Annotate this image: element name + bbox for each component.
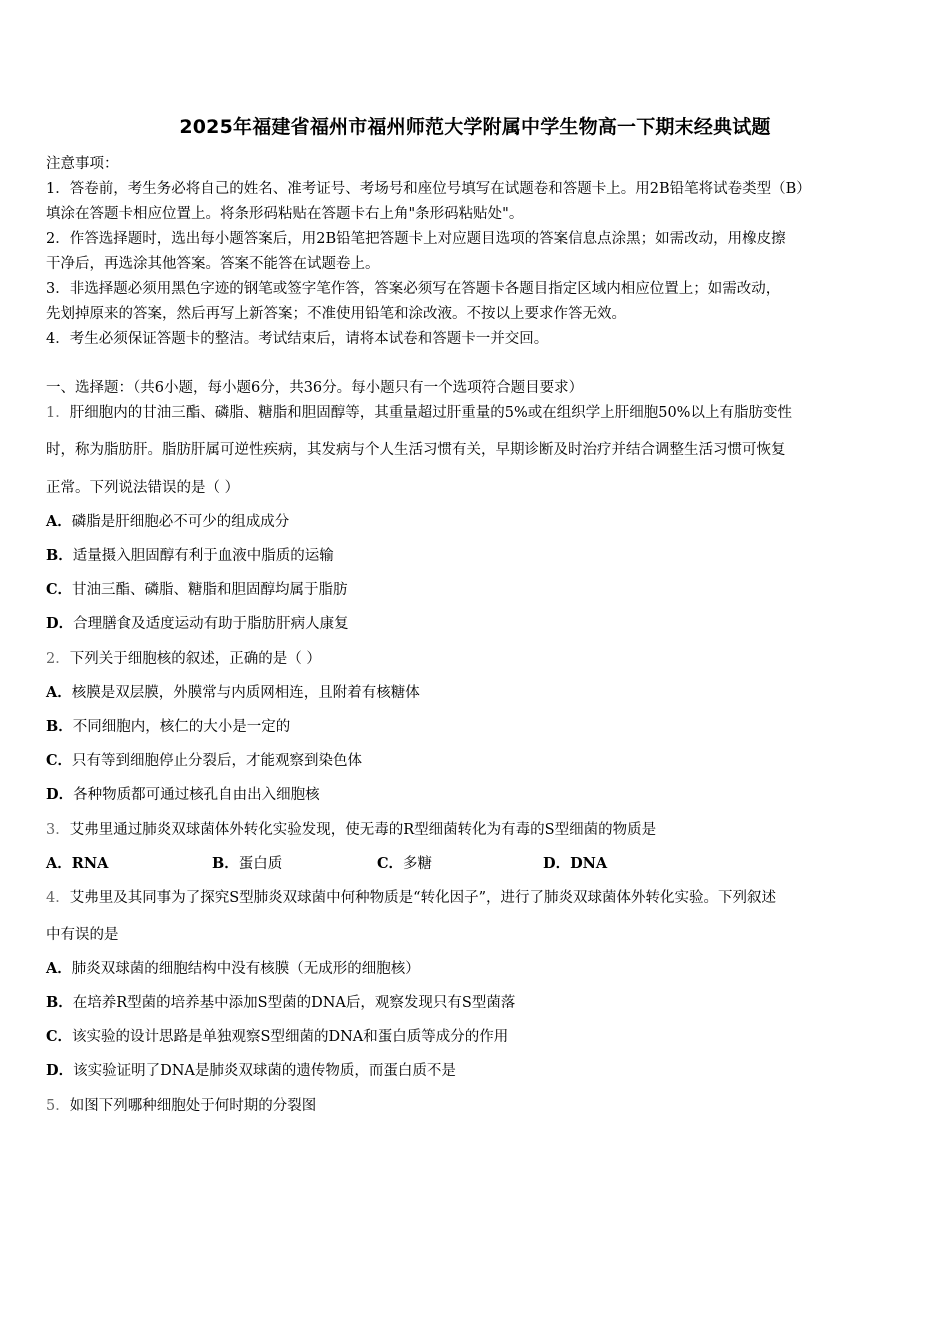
notice-line: 2．作答选择题时，选出每小题答案后，用2B铅笔把答题卡上对应题目选项的答案信息点涂黑；如需改动，用橡皮擦 bbox=[46, 231, 786, 247]
notice-line: 3．非选择题必须用黑色字迹的钢笔或签字笔作答，答案必须写在答题卡各题目指定区域内相应位置上；如需改动， bbox=[46, 281, 781, 297]
question-number: 4． bbox=[46, 890, 70, 906]
question-3-option-b[interactable] bbox=[212, 852, 282, 873]
notice-line: 填涂在答题卡相应位置上。将条形码粘贴在答题卡右上角"条形码粘贴处"。 bbox=[46, 206, 524, 222]
option-text: 各种物质都可通过核孔自由出入细胞核 bbox=[73, 787, 320, 803]
option-text: 不同细胞内，核仁的大小是一定的 bbox=[72, 719, 291, 735]
option-letter: C． bbox=[46, 752, 73, 769]
option-text: DNA bbox=[570, 855, 608, 872]
option-letter: A． bbox=[46, 855, 72, 872]
question-number: 3． bbox=[46, 822, 70, 838]
option-letter: A． bbox=[46, 684, 72, 701]
option-letter: D． bbox=[46, 615, 74, 632]
question-4-stem bbox=[46, 886, 776, 907]
question-1-option-b[interactable] bbox=[46, 544, 334, 565]
option-text: 在培养R型菌的培养基中添加S型菌的DNA后，观察发现只有S型菌落 bbox=[72, 995, 516, 1011]
option-text: 该实验的设计思路是单独观察S型细菌的DNA和蛋白质等成分的作用 bbox=[72, 1029, 509, 1045]
option-text: 蛋白质 bbox=[238, 856, 283, 872]
option-text: 磷脂是肝细胞必不可少的组成成分 bbox=[71, 514, 290, 530]
question-text: 艾弗里通过肺炎双球菌体外转化实验发现，使无毒的R型细菌转化为有毒的S型细菌的物质是 bbox=[69, 822, 657, 838]
option-text: RNA bbox=[71, 855, 109, 872]
option-letter: A． bbox=[46, 960, 72, 977]
question-1-option-c[interactable] bbox=[46, 578, 348, 599]
question-5-stem bbox=[46, 1094, 316, 1115]
question-2-option-a[interactable] bbox=[46, 681, 420, 702]
option-letter: B． bbox=[46, 718, 73, 735]
option-letter: C． bbox=[46, 581, 73, 598]
notice-heading: 注意事项： bbox=[46, 156, 119, 172]
option-letter: B． bbox=[46, 994, 73, 1011]
question-number: 1． bbox=[46, 405, 70, 421]
question-2-option-c[interactable] bbox=[46, 749, 362, 770]
question-4-option-c[interactable] bbox=[46, 1025, 508, 1046]
option-text: 肺炎双球菌的细胞结构中没有核膜（无成形的细胞核） bbox=[71, 961, 420, 977]
section-header: 一、选择题：（共6小题，每小题6分，共36分。每小题只有一个选项符合题目要求） bbox=[46, 380, 584, 396]
option-letter: D． bbox=[46, 1062, 74, 1079]
option-text: 核膜是双层膜，外膜常与内质网相连，且附着有核糖体 bbox=[71, 685, 420, 701]
option-letter: B． bbox=[46, 547, 73, 564]
option-letter: D． bbox=[46, 786, 74, 803]
option-text: 合理膳食及适度运动有助于脂肪肝病人康复 bbox=[73, 616, 349, 632]
option-text: 该实验证明了DNA是肺炎双球菌的遗传物质，而蛋白质不是 bbox=[73, 1063, 456, 1079]
question-text: 如图下列哪种细胞处于何时期的分裂图 bbox=[69, 1098, 317, 1114]
option-letter: D． bbox=[543, 855, 571, 872]
option-text: 适量摄入胆固醇有利于血液中脂质的运输 bbox=[72, 548, 334, 564]
question-number: 5． bbox=[46, 1098, 70, 1114]
option-letter: C． bbox=[46, 1028, 73, 1045]
notice-line: 1．答卷前，考生务必将自己的姓名、准考证号、考场号和座位号填写在试题卷和答题卡上。用2B铅笔将试卷类型（B） bbox=[46, 181, 811, 197]
question-3-option-a[interactable] bbox=[46, 852, 108, 873]
question-3-option-d[interactable] bbox=[543, 852, 607, 873]
question-2-stem bbox=[46, 647, 321, 668]
question-1-option-d[interactable] bbox=[46, 612, 349, 633]
question-text: 下列关于细胞核的叙述，正确的是（ ） bbox=[69, 651, 321, 667]
option-letter: B． bbox=[212, 855, 239, 872]
option-text: 只有等到细胞停止分裂后，才能观察到染色体 bbox=[72, 753, 363, 769]
question-text: 肝细胞内的甘油三酯、磷脂、糖脂和胆固醇等，其重量超过肝重量的5%或在组织学上肝细胞50%以上有脂肪变性 bbox=[69, 405, 792, 421]
question-4-option-b[interactable] bbox=[46, 991, 515, 1012]
question-4-option-a[interactable] bbox=[46, 957, 420, 978]
question-text: 艾弗里及其同事为了探究S型肺炎双球菌中何种物质是“转化因子”，进行了肺炎双球菌体外转化实验。下列叙述 bbox=[69, 890, 776, 906]
notice-line: 4．考生必须保证答题卡的整洁。考试结束后，请将本试卷和答题卡一并交回。 bbox=[46, 331, 549, 347]
option-text: 多糖 bbox=[403, 856, 433, 872]
question-1-stem bbox=[46, 401, 792, 422]
question-3-stem bbox=[46, 818, 656, 839]
notice-line: 干净后，再选涂其他答案。答案不能答在试题卷上。 bbox=[46, 256, 380, 272]
question-number: 2． bbox=[46, 651, 70, 667]
question-3-option-c[interactable] bbox=[377, 852, 432, 873]
question-4-option-d[interactable] bbox=[46, 1059, 456, 1080]
question-2-option-b[interactable] bbox=[46, 715, 290, 736]
option-letter: A． bbox=[46, 513, 72, 530]
page-title: 2025年福建省福州市福州师范大学附属中学生物高一下期末经典试题 bbox=[179, 116, 771, 138]
notice-line: 先划掉原来的答案，然后再写上新答案；不准使用铅笔和涂改液。不按以上要求作答无效。 bbox=[46, 306, 626, 322]
option-text: 甘油三酯、磷脂、糖脂和胆固醇均属于脂肪 bbox=[72, 582, 348, 598]
question-text: 时，称为脂肪肝。脂肪肝属可逆性疾病，其发病与个人生活习惯有关，早期诊断及时治疗并结合调整生活习惯可恢复 bbox=[46, 442, 786, 458]
question-1-option-a[interactable] bbox=[46, 510, 289, 531]
option-letter: C． bbox=[377, 855, 404, 872]
question-text: 正常。下列说法错误的是（ ） bbox=[46, 480, 240, 496]
question-text: 中有误的是 bbox=[46, 927, 119, 943]
question-2-option-d[interactable] bbox=[46, 783, 320, 804]
